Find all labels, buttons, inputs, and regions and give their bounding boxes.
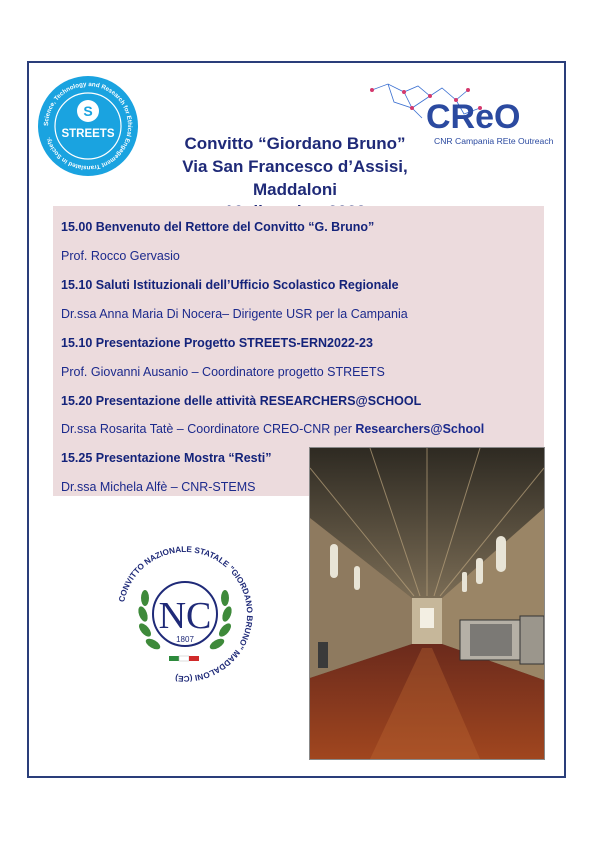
streets-name: STREETS <box>61 128 115 140</box>
venue-name: Convitto “Giordano Bruno” <box>184 134 406 153</box>
researchers-at-school: Researchers@School <box>355 422 485 436</box>
program-speaker-1: Prof. Rocco Gervasio <box>61 249 180 263</box>
program-item-4: 15.20 Presentazione delle attività RESEARCHERS@SCHOOL <box>61 394 422 408</box>
program-speaker-4-text: Dr.ssa Rosarita Tatè – Coordinatore CREO-CNR per <box>61 422 356 436</box>
venue-address: Via San Francesco d’Assisi, Maddaloni <box>182 157 408 199</box>
program-speaker-3: Prof. Giovanni Ausanio – Coordinatore progetto STREETS <box>61 365 385 379</box>
convitto-crest <box>115 544 255 684</box>
streets-ring-text: Science, Technology and Research for Ethical Engagement Translated in Society. <box>42 80 134 172</box>
streets-logo <box>37 75 139 177</box>
creo-mark: CReO <box>426 98 521 136</box>
program-speaker-5: Dr.ssa Michela Alfè – CNR-STEMS <box>61 480 256 494</box>
crest-ring-text: CONVITTO NAZIONALE STATALE "GIORDANO BRUNO" MADDALONI (CE) <box>117 544 255 684</box>
program-speaker-2: Dr.ssa Anna Maria Di Nocera– Dirigente USR per la Campania <box>61 307 408 321</box>
crest-monogram: NC <box>158 595 212 637</box>
crest-year: 1807 <box>176 635 194 644</box>
program-speaker-4 <box>61 422 484 436</box>
hall-photo <box>309 447 545 760</box>
creo-tagline: CNR Campania REte Outreach <box>434 136 554 146</box>
program-item-1: 15.00 Benvenuto del Rettore del Convitto “G. Bruno” <box>61 220 375 234</box>
svg-text:S: S <box>83 103 93 119</box>
program-item-5: 15.25 Presentazione Mostra “Resti” <box>61 451 272 465</box>
program-item-3: 15.10 Presentazione Progetto STREETS-ERN2022-23 <box>61 336 373 350</box>
program-item-2: 15.10 Saluti Istituzionali dell’Ufficio Scolastico Regionale <box>61 278 399 292</box>
